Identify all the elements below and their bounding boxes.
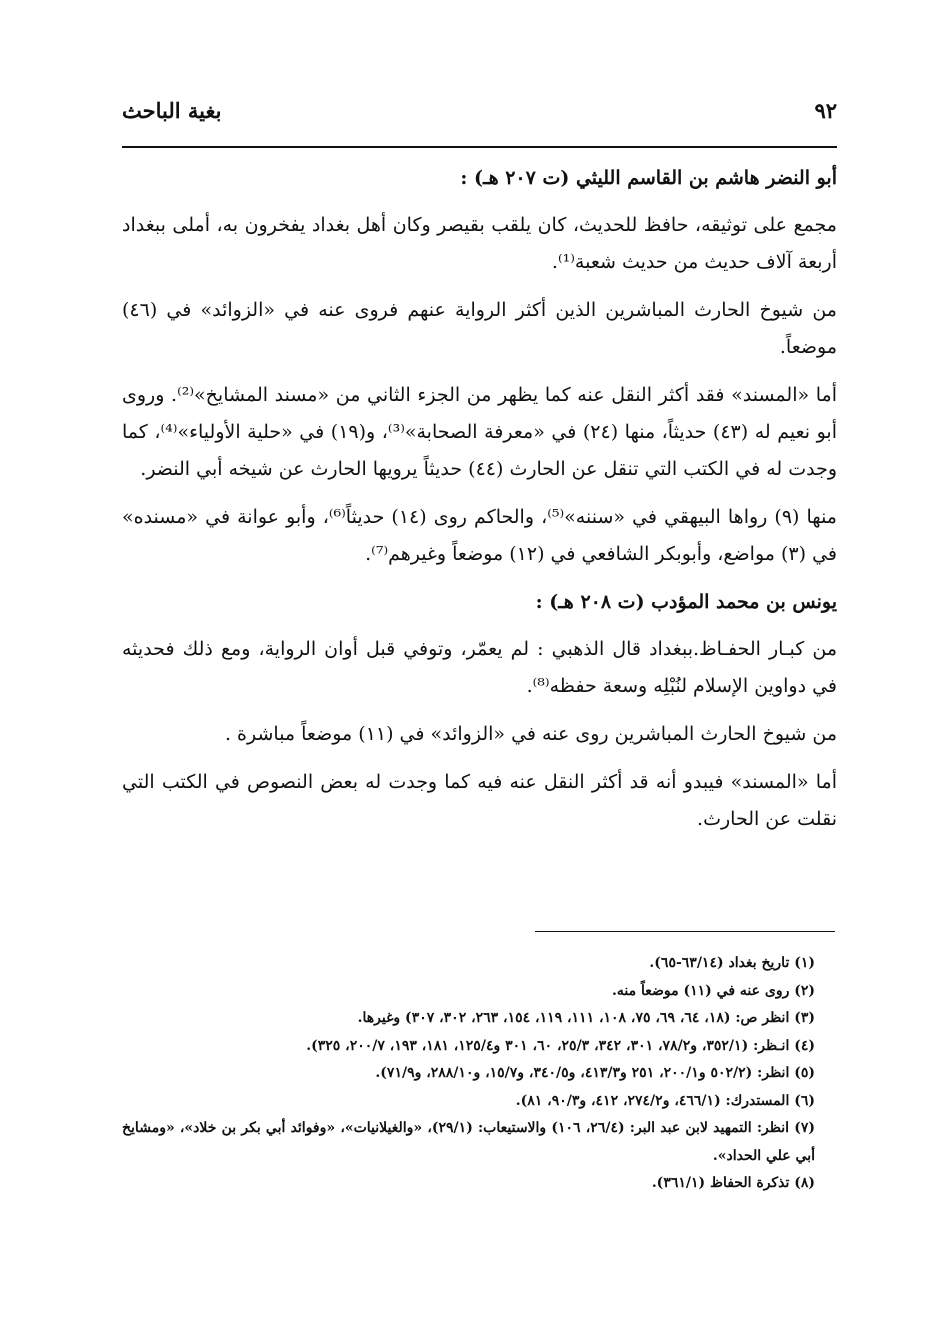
header-rule (122, 146, 837, 148)
paragraph: من كبـار الحفـاظ.ببغداد قال الذهبي : لم يعمّر، وتوفي قبل أوان الرواية، ومع ذلك فحديثه في دواوين الإسلام لنُبْلِه وسعة حفظه⁽⁸⁾. (122, 638, 837, 697)
paragraph: منها (٩) رواها البيهقي في «سننه»⁽⁵⁾، والحاكم روى (١٤) حديثاً⁽⁶⁾، وأبو عوانة في «مسنده» في (٣) مواضع، وأبوبكر الشافعي في (١٢) موضعاً وغيرهم⁽⁷⁾. (122, 506, 837, 565)
main-text (122, 160, 837, 849)
paragraph: أما «المسند» فيبدو أنه قد أكثر النقل عنه فيه كما وجدت له بعض النصوص في الكتب التي نقلت عن الحارث. (122, 771, 837, 830)
footnote: (٢) روى عنه في (١١) موضعاً منه. (612, 982, 815, 999)
footnote: (٧) انظر: التمهيد لابن عبد البر: (٢٦/٤، ١٠٦) والاستيعاب: (٢٩/١)، «والغيلانيات»، «وفوائد أبي بكر بن خلاد»، «ومشايخ أبي علي الحداد». (122, 1120, 815, 1164)
footnote: (٨) تذكرة الحفاظ (٣٦١/١). (651, 1175, 815, 1191)
footnotes (122, 950, 837, 1198)
running-title: بغية الباحث (122, 98, 222, 123)
page-number: ٩٢ (814, 98, 837, 123)
paragraph: مجمع على توثيقه، حافظ للحديث، كان يلقب بقيصر وكان أهل بغداد يفخرون به، أملى ببغداد أربعة آلاف حديث من حديث شعبة⁽¹⁾. (122, 214, 837, 273)
footnote: (٦) المستدرك: (٤٦٦/١، و٢٧٤/٢، ٤١٢، و٩٠/٣، ٨١). (515, 1092, 815, 1109)
footnote-rule (535, 931, 835, 932)
footnote: (٥) انظر: (٥٠٢/٢ و٢٠٠/١، ٢٥١ و٤١٣/٣، و٣٤٠/٥، و١٥/٧، و٢٨٨/١٠، و٧١/٩). (375, 1065, 815, 1081)
footnote: (٤) انـظر: (٣٥٢/١، و٧٨/٢، ٣٠١، ٣٤٢، ٢٥/٣، ٦٠، ٣٠١ و١٢٥/٤، ١٨١، ١٩٣، ٢٠٠/٧، ٣٢٥). (306, 1037, 815, 1054)
section-heading-yunus: يونس بن محمد المؤدب (ت ٢٠٨ هـ) : (535, 591, 837, 613)
paragraph: من شيوخ الحارث المباشرين روى عنه في «الزوائد» في (١١) موضعاً مباشرة . (224, 723, 837, 745)
paragraph: من شيوخ الحارث المباشرين الذين أكثر الرواية عنهم فروى عنه في «الزوائد» في (٤٦) موضعاً. (122, 299, 837, 358)
footnote: (١) تاريخ بغداد (٦٣/١٤-٦٥). (649, 955, 815, 971)
paragraph: أما «المسند» فقد أكثر النقل عنه كما يظهر من الجزء الثاني من «مسند المشايخ»⁽²⁾. وروى أبو نعيم له (٤٣) حديثاً، منها (٢٤) في «معرفة الصحابة»⁽³⁾، و(١٩) في «حلية الأولياء»⁽⁴⁾، كما وجدت له في الكتب التي تنقل عن الحارث (٤٤) حديثاً يرويها الحارث عن شيخه أبي النضر. (122, 384, 837, 480)
section-heading-abu-al-nadr: أبو النضر هاشم بن القاسم الليثي (ت ٢٠٧ هـ) : (460, 167, 837, 189)
footnote: (٣) انظر ص: (١٨، ٦٤، ٦٩، ٧٥، ١٠٨، ١١١، ١١٩، ١٥٤، ٢٦٣، ٣٠٢، ٣٠٧) وغيرها. (357, 1010, 815, 1026)
